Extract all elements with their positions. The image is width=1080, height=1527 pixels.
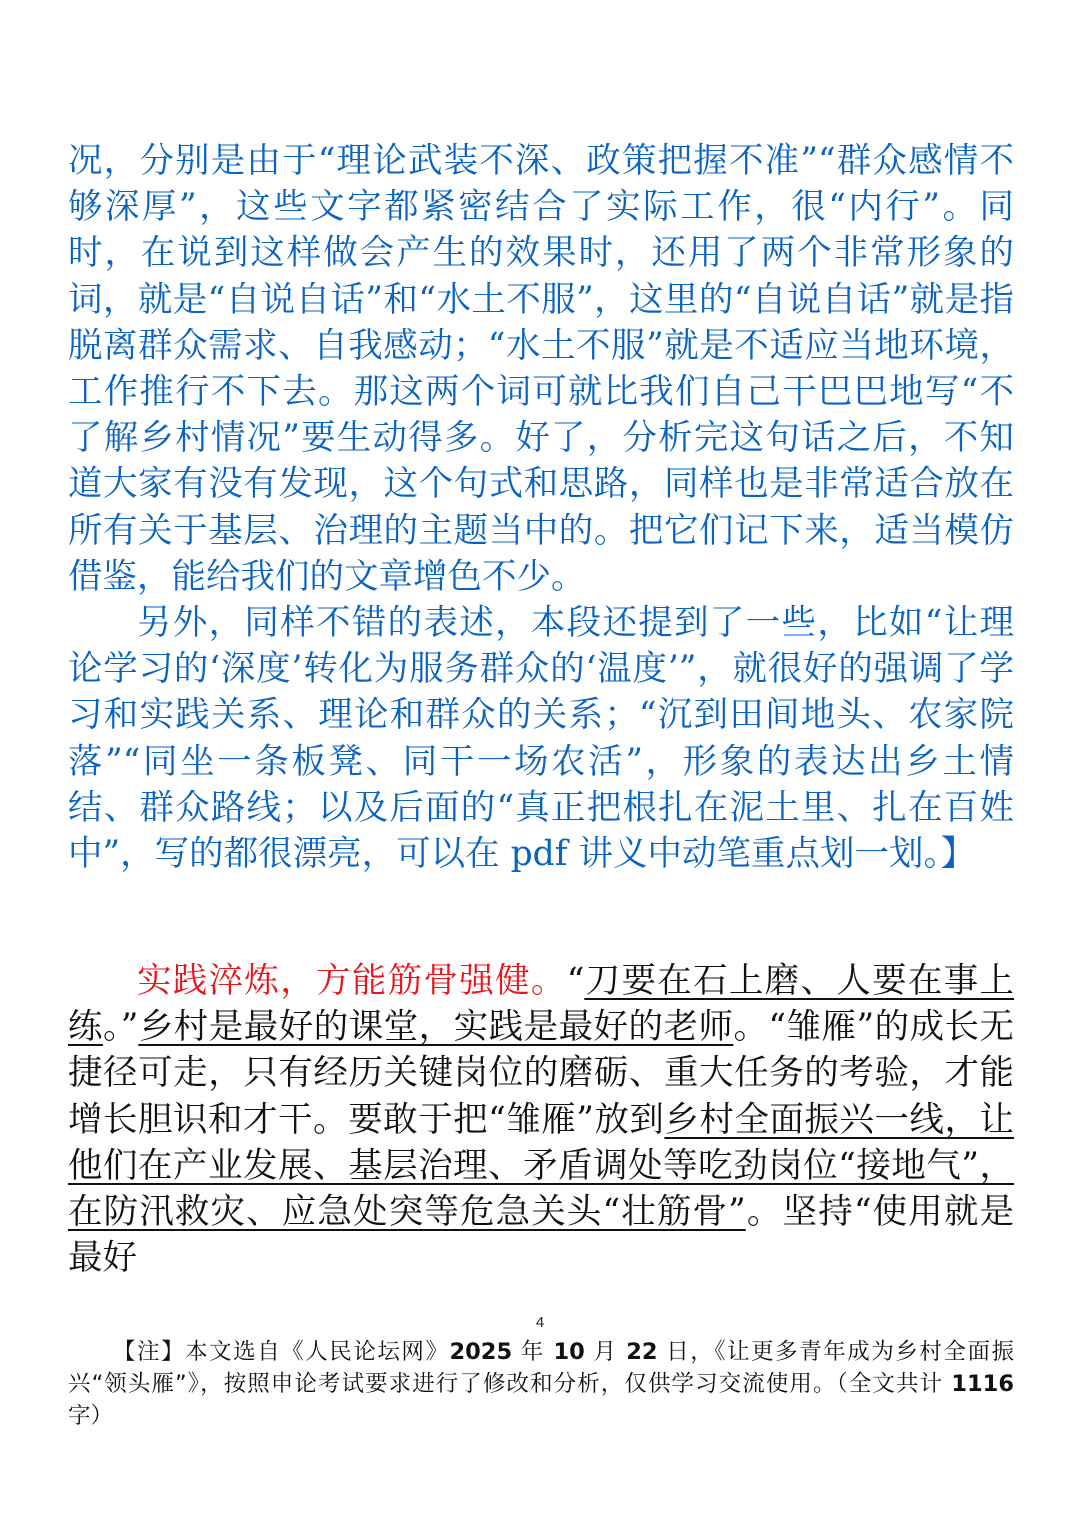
note-word-count: 1116 [951, 1371, 1014, 1397]
source-note [68, 1336, 1014, 1432]
paragraph-heading: 实践淬炼，方能筋骨强健。 [137, 961, 567, 1001]
note-month-unit: 月 [584, 1339, 627, 1365]
article-body [68, 958, 1014, 1281]
analysis-paragraph-1: 况，分别是由于“理论武装不深、政策把握不准”“群众感情不够深厚”，这些文字都紧密结合了实际工作，很“内行”。同时，在说到这样做会产生的效果时，还用了两个非常形象的词，就是“自说自话”和“水土不服”，这里的“自说自话”就是指脱离群众需求、自我感动；“水土不服”就是不适应当地环境，工作推行不下去。那这两个词可就比我们自己干巴巴地写“不了解乡村情况”要生动得多。好了，分析完这句话之后，不知道大家有没有发现，这个句式和思路，同样也是非常适合放在所有关于基层、治理的主题当中的。把它们记下来，适当模仿借鉴，能给我们的文章增色不少。 [68, 141, 1014, 597]
note-year: 2025 [449, 1339, 513, 1365]
analysis-paragraph-2: 另外，同样不错的表述，本段还提到了一些，比如“让理论学习的‘深度’转化为服务群众的‘温度’”，就很好的强调了学习和实践关系、理论和群众的关系；“沉到田间地头、农家院落”“同坐一条板凳、同干一场农活”，形象的表达出乡土情结、群众路线；以及后面的“真正把根扎在泥土里、扎在百姓中”，写的都很漂亮，可以在 pdf 讲义中动笔重点划一划。】 [68, 603, 1014, 875]
underlined-quote: 刀要在石上磨、人要在事上练 [68, 961, 1015, 1048]
analysis-section [68, 138, 1014, 877]
page-number: 4 [535, 1314, 545, 1331]
underlined-sentence-2: 乡村全面振兴一线，让他们在产业发展、基层治理、矛盾调处等吃劲岗位“接地气”，在防汛救灾、应急处突等危急关头“壮筋骨” [68, 1099, 1014, 1233]
article-paragraph [68, 958, 1014, 1281]
note-month: 10 [553, 1339, 585, 1365]
sentence-text-1: 。“雏雁”的成长无捷径可走，只有经历关键岗位的磨砺、重大任务的考验，才能增长胆识和才干。要敢于把“雏雁”放到 [68, 1007, 1015, 1140]
note-day: 22 [626, 1339, 658, 1365]
note-prefix: 【注】本文选自《人民论坛网》 [113, 1339, 450, 1365]
quote-close-mark: 。” [102, 1007, 139, 1048]
note-middle: 日，《让更多青年成为乡村全面振兴“领头雁”》，按照申论考试要求进行了修改和分析，仅供学习交流使用。（全文共计 [68, 1339, 1014, 1397]
note-year-unit: 年 [512, 1339, 554, 1365]
quote-open-mark: “ [566, 961, 585, 1001]
sentence-text-2: 。坚持“使用就是最好 [68, 1192, 1014, 1279]
note-suffix: 字） [68, 1403, 114, 1429]
underlined-sentence-1: 乡村是最好的课堂，实践是最好的老师 [138, 1007, 734, 1048]
